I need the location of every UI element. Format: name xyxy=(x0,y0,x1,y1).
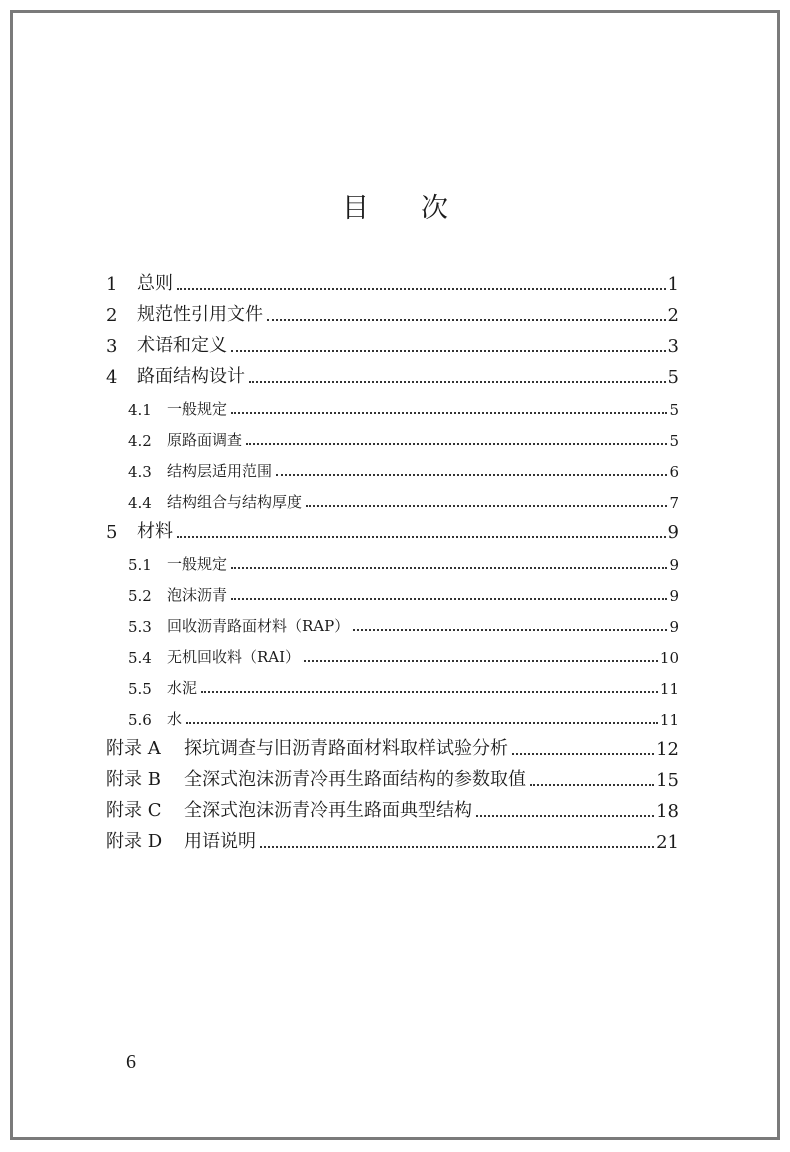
toc-entry-page: 18 xyxy=(656,801,679,822)
toc-entry-number: 附录 B xyxy=(106,769,161,790)
toc-entry-page: 7 xyxy=(669,494,679,512)
toc-entry xyxy=(106,636,679,667)
toc-entry xyxy=(106,450,679,481)
toc-entry xyxy=(106,543,679,574)
toc-dot-leader xyxy=(231,597,667,600)
toc-entry-number: 4.4 xyxy=(128,494,152,512)
toc-entry-label: 材料 xyxy=(137,521,173,542)
toc-entry-label: 水泥 xyxy=(167,679,198,697)
toc-dot-leader xyxy=(246,442,667,445)
toc-dot-leader xyxy=(186,721,658,724)
toc-entry-label: 泡沫沥青 xyxy=(167,586,228,604)
toc-entry-number: 5.2 xyxy=(128,587,152,605)
toc-entry xyxy=(106,419,679,450)
toc-entry-label: 结构组合与结构厚度 xyxy=(167,493,303,511)
toc-entry xyxy=(106,264,679,295)
toc-entry-number: 5 xyxy=(106,522,118,543)
toc-entry-number: 5.1 xyxy=(128,556,152,574)
toc-entry-label: 总则 xyxy=(137,273,173,294)
toc-entry xyxy=(106,295,679,326)
toc-entry-label: 无机回收料（RAI） xyxy=(167,648,301,666)
toc-entry-number: 4 xyxy=(106,367,118,388)
toc-dot-leader xyxy=(512,752,654,755)
toc-title: 目次 xyxy=(342,193,500,224)
toc-entry-number: 附录 A xyxy=(106,738,161,759)
toc-entry-label: 回收沥青路面材料（RAP） xyxy=(167,617,350,635)
toc-entry-page: 12 xyxy=(656,739,679,760)
toc-entry-number: 3 xyxy=(106,336,118,357)
toc-entry-label: 水 xyxy=(167,710,183,728)
toc-entry xyxy=(106,729,679,760)
toc-dot-leader xyxy=(476,814,654,817)
toc-entry-label: 规范性引用文件 xyxy=(137,304,263,325)
toc-entry-page: 9 xyxy=(669,618,679,636)
toc-entry-page: 5 xyxy=(669,432,679,450)
toc-dot-leader xyxy=(177,535,666,538)
toc-entry xyxy=(106,357,679,388)
toc-entry-number: 2 xyxy=(106,305,118,326)
toc-entry xyxy=(106,791,679,822)
toc-dot-leader xyxy=(249,380,666,383)
toc-entry-number: 5.6 xyxy=(128,711,152,729)
toc-dot-leader xyxy=(231,349,666,352)
toc-entry xyxy=(106,667,679,698)
toc-entry xyxy=(106,326,679,357)
table-of-contents xyxy=(106,264,679,853)
toc-dot-leader xyxy=(276,473,667,476)
toc-entry-number: 1 xyxy=(106,274,118,295)
page-number: 6 xyxy=(126,1051,136,1073)
toc-entry-page: 6 xyxy=(669,463,679,481)
toc-entry xyxy=(106,698,679,729)
toc-entry-page: 21 xyxy=(656,832,679,853)
toc-entry-page: 9 xyxy=(669,556,679,574)
toc-entry-label: 一般规定 xyxy=(167,400,228,418)
toc-dot-leader xyxy=(201,690,658,693)
toc-entry xyxy=(106,760,679,791)
toc-entry-label: 结构层适用范围 xyxy=(167,462,273,480)
toc-dot-leader xyxy=(267,318,666,321)
toc-entry-page: 5 xyxy=(669,401,679,419)
toc-dot-leader xyxy=(530,783,654,786)
toc-dot-leader xyxy=(231,411,667,414)
toc-entry xyxy=(106,512,679,543)
toc-dot-leader xyxy=(177,287,666,290)
toc-entry-number: 5.4 xyxy=(128,649,152,667)
toc-entry xyxy=(106,388,679,419)
toc-entry-label: 路面结构设计 xyxy=(137,366,245,387)
toc-entry-label: 一般规定 xyxy=(167,555,228,573)
toc-entry-label: 术语和定义 xyxy=(137,335,227,356)
toc-entry-number: 4.2 xyxy=(128,432,152,450)
toc-entry-page: 2 xyxy=(667,305,679,326)
toc-entry-page: 3 xyxy=(667,336,679,357)
toc-entry-page: 11 xyxy=(659,711,679,729)
toc-entry-label: 探坑调查与旧沥青路面材料取样试验分析 xyxy=(184,738,508,759)
toc-entry-number: 附录 C xyxy=(106,800,162,821)
toc-entry-page: 9 xyxy=(669,587,679,605)
toc-entry-label: 全深式泡沫沥青冷再生路面结构的参数取值 xyxy=(184,769,526,790)
toc-entry-page: 15 xyxy=(656,770,679,791)
toc-entry-page: 10 xyxy=(659,649,679,667)
toc-entry xyxy=(106,481,679,512)
toc-entry-number: 5.5 xyxy=(128,680,152,698)
toc-dot-leader xyxy=(304,659,658,662)
toc-entry xyxy=(106,574,679,605)
toc-dot-leader xyxy=(306,504,667,507)
toc-entry-page: 11 xyxy=(659,680,679,698)
toc-entry-number: 4.1 xyxy=(128,401,152,419)
toc-entry-number: 5.3 xyxy=(128,618,152,636)
toc-dot-leader xyxy=(260,845,654,848)
toc-entry xyxy=(106,822,679,853)
toc-dot-leader xyxy=(353,628,667,631)
toc-dot-leader xyxy=(231,566,667,569)
toc-entry-page: 9 xyxy=(667,522,679,543)
toc-entry-page: 5 xyxy=(667,367,679,388)
toc-entry-label: 用语说明 xyxy=(184,831,256,852)
toc-entry-label: 全深式泡沫沥青冷再生路面典型结构 xyxy=(184,800,472,821)
toc-entry-page: 1 xyxy=(667,274,679,295)
toc-entry xyxy=(106,605,679,636)
toc-entry-label: 原路面调查 xyxy=(167,431,243,449)
toc-entry-number: 附录 D xyxy=(106,831,163,852)
toc-entry-number: 4.3 xyxy=(128,463,152,481)
